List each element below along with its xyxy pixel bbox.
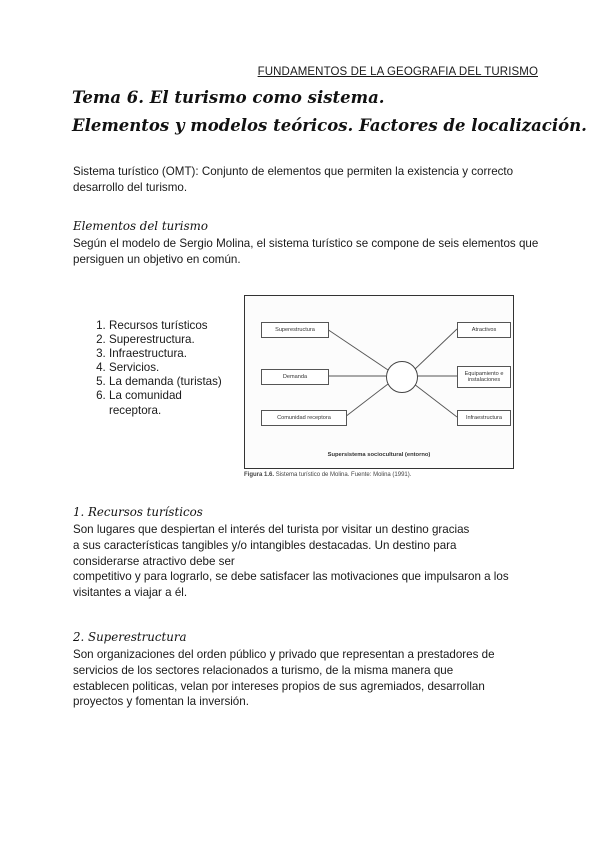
section-2-heading: 2. Superestructura — [73, 630, 187, 644]
course-header: FUNDAMENTOS DE LA GEOGRAFIA DEL TURISMO — [257, 66, 538, 78]
section-2-line: proyectos y fomentan la inversión. — [73, 695, 249, 709]
box-equipamiento: Equipamiento e instalaciones — [457, 366, 511, 388]
box-demanda: Demanda — [261, 369, 329, 385]
definition-line-1: Sistema turístico (OMT): Conjunto de elementos que permiten la existencia y correcto — [73, 165, 514, 178]
box-infraestructura: Infraestructura — [457, 410, 511, 426]
box-comunidad-receptora: Comunidad receptora — [261, 410, 347, 426]
section-1-line: competitivo y para lograrlo, se debe satisfacer las motivaciones que impulsaron a los — [73, 570, 509, 584]
section-1-line: considerarse atractivo debe ser — [73, 554, 235, 568]
list-item: 5. La demanda (turistas) — [109, 375, 229, 389]
caption-text: Sistema turístico de Molina. Fuente: Molina (1991). — [275, 472, 412, 478]
elements-intro-line-1: Según el modelo de Sergio Molina, el sistema turístico se compone de seis elementos que — [73, 237, 539, 250]
figure-footer: Supersistema sociocultural (entorno) — [327, 452, 431, 458]
box-superestructura: Superestructura — [261, 322, 329, 338]
figure-caption — [244, 472, 411, 478]
list-item: 6. La comunidad receptora. — [109, 389, 229, 417]
elements-intro-line-2: persiguen un objetivo en común. — [73, 252, 241, 266]
caption-label: Figura 1.6. — [244, 472, 275, 478]
section-2-line: servicios de los sectores relacionados a turismo, de la misma manera que — [73, 663, 454, 677]
list-item: 3. Infraestructura. — [109, 347, 229, 361]
elements-list — [73, 319, 229, 418]
definition-paragraph — [73, 164, 513, 196]
list-item: 4. Servicios. — [109, 361, 229, 375]
definition-line-2: desarrollo del turismo. — [73, 180, 188, 194]
page-title-line-1: Tema 6. El turismo como sistema. — [72, 88, 385, 107]
elements-intro — [73, 236, 538, 268]
molina-system-figure — [244, 295, 519, 485]
section-1-line: visitantes a viajar a él. — [73, 586, 188, 600]
section-1-heading: 1. Recursos turísticos — [73, 505, 203, 519]
section-2-line: Son organizaciones del orden público y privado que representan a prestadores de — [73, 648, 495, 661]
page-title-line-2: Elementos y modelos teóricos. Factores de localización. — [72, 116, 587, 135]
figure-frame — [244, 295, 514, 469]
section-2-paragraph — [73, 647, 495, 710]
box-atractivos: Atractivos — [457, 322, 511, 338]
list-item: 2. Superestructura. — [109, 333, 229, 347]
section-1-line: Son lugares que despiertan el interés del turista por visitar un destino gracias — [73, 523, 470, 536]
list-item: 1. Recursos turísticos — [109, 319, 229, 333]
section-2-line: establecen politicas, velan por intereses propios de sus agremiados, desarrollan — [73, 679, 485, 693]
system-center-circle — [386, 361, 418, 393]
section-1-line: a sus características tangibles y/o intangibles destacadas. Un destino para — [73, 538, 457, 552]
section-1-paragraph — [73, 522, 509, 601]
elements-heading: Elementos del turismo — [73, 219, 208, 233]
